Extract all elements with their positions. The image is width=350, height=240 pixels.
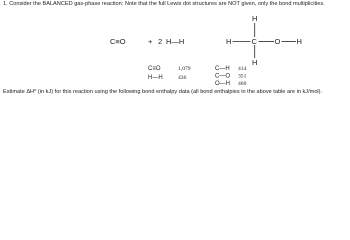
bond-value-hh: 436 bbox=[178, 75, 187, 81]
product-bottom-h: H bbox=[252, 58, 258, 67]
estimate-instruction bbox=[3, 87, 322, 95]
bond-value-oh: 460 bbox=[238, 81, 247, 87]
product-carbon: C bbox=[251, 37, 257, 46]
bond-value-ch: 414 bbox=[238, 66, 247, 72]
product-right-h: H bbox=[296, 37, 302, 46]
bond-label-co-triple: C≡O bbox=[148, 66, 161, 72]
reactant-h2: H—H bbox=[166, 37, 185, 46]
product-oxygen: O bbox=[274, 37, 281, 46]
question-text: 1. Consider the BALANCED gas-phase reaction: Note that the full Lewis dot structures are NOT given, only the bond multiplicities. bbox=[3, 1, 325, 7]
reactant-h2-coefficient: 2 bbox=[158, 37, 163, 46]
bond-label-hh: H—H bbox=[148, 75, 163, 81]
estimate-superscript: o bbox=[34, 87, 37, 92]
product-top-h: H bbox=[252, 14, 258, 23]
bond-enthalpy-table bbox=[0, 0, 350, 99]
bond-value-co-triple: 1,079 bbox=[178, 66, 191, 72]
bond-value-co-single: 351 bbox=[238, 73, 247, 80]
estimate-prefix: Estimate ΔH bbox=[3, 89, 35, 95]
reactant-co: C≡O bbox=[110, 37, 126, 46]
bond-label-ch: C—H bbox=[215, 66, 230, 72]
estimate-suffix: (in kJ) for this reaction using the following bond enthalpy data (all bond enthalpies in the above table are in kJ/mol). bbox=[36, 89, 323, 95]
product-left-h: H bbox=[226, 37, 232, 46]
plus-sign: + bbox=[148, 37, 153, 46]
bond-label-oh: O—H bbox=[215, 81, 230, 87]
bond-label-co-single: C—O bbox=[215, 73, 230, 80]
